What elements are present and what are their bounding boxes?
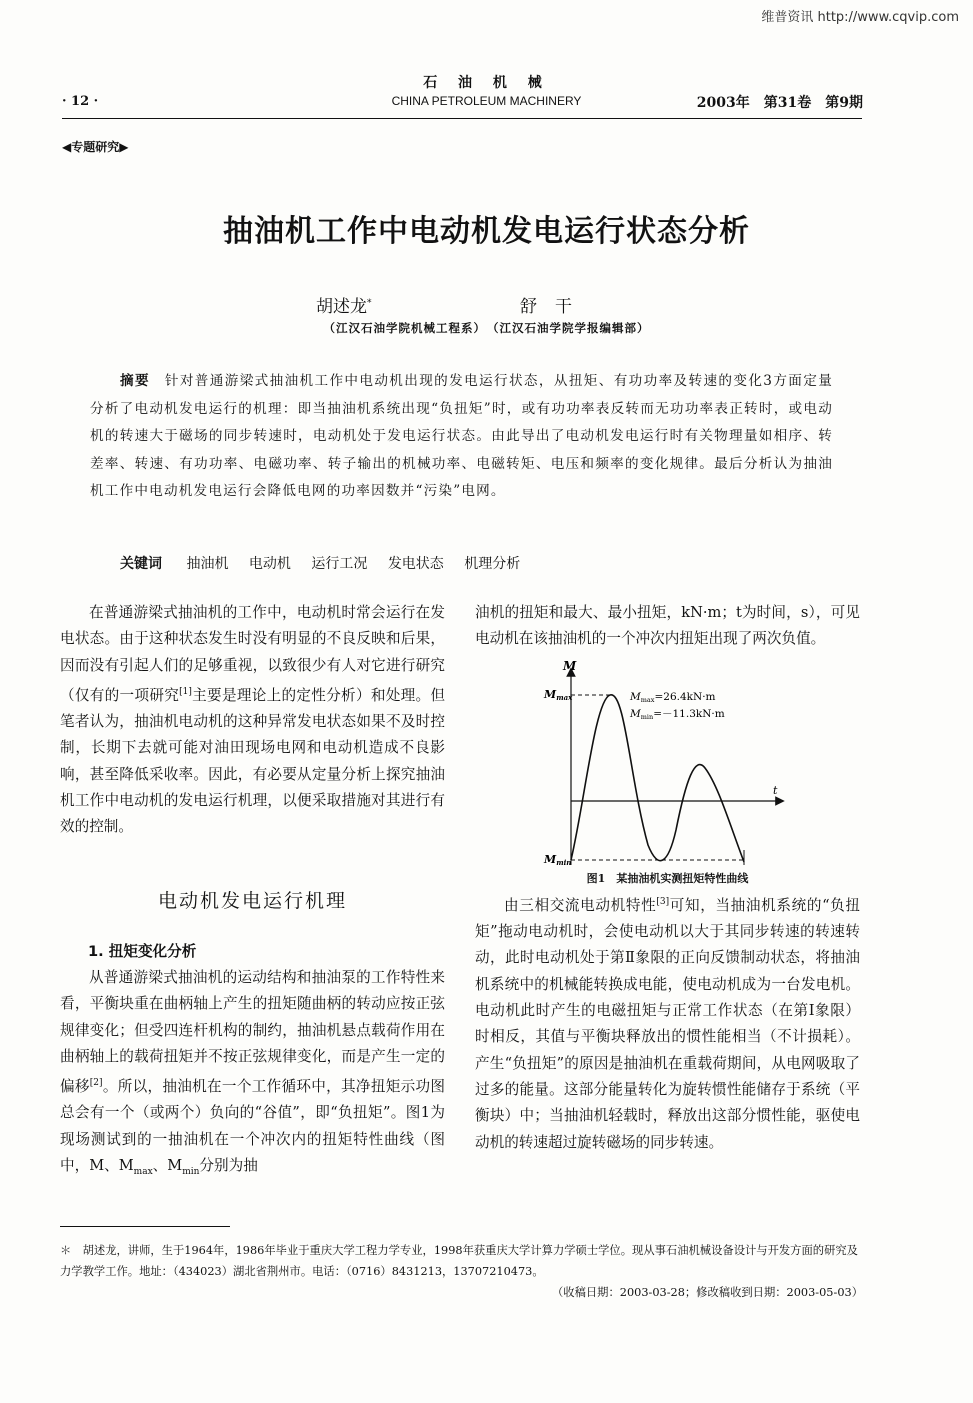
page-number: · 12 · [62,94,99,109]
mmax-label: Mmax [544,688,573,702]
sub-min: min [182,1166,200,1177]
intro-paragraph [60,600,445,841]
intro-text-a: 在普通游梁式抽油机的工作中，电动机时常会运行在发电状态。由于这种状态发生时没有明显的不良反映和后果，因而没有引起人们的足够重视，以致很少有人对它进行研究（仅有的一项研究 [60,604,445,704]
section-heading: 电动机发电运行机理 [157,890,347,912]
keyword: 抽油机 [186,556,229,572]
author-1-mark: * [367,298,372,309]
motor-paragraph [475,889,860,1156]
torque-paragraph [60,965,445,1185]
journal-name-cn: 石 油 机 械 [423,75,550,91]
paper-title: 抽油机工作中电动机发电运行状态分析 [223,214,750,249]
torque-text-a: 从普通游梁式抽油机的运动结构和抽油泵的工作特性来看，平衡块重在曲柄轴上产生的扭矩随曲柄的转动应按正弦规律变化；但受四连杆机构的制约，抽油机悬点载荷作用在曲柄轴上的载荷扭矩并不按正弦规律变化，而是产生一定的偏移 [60,969,445,1096]
torque-text-b: 。所以，抽油机在一个工作循环中，其净扭矩示功图总会有一个（或两个）负向的“谷值”，即“负扭矩”。图1为现场测试到的一抽油机在一个冲次内的扭矩特性曲线（图中，M、M [60,1078,445,1174]
watermark: 维普资讯 http://www.cqvip.com [761,10,959,25]
span-label-bg [622,863,692,865]
subsection-heading: 1. 扭矩变化分析 [88,943,197,960]
journal-name-en: CHINA PETROLEUM MACHINERY [391,94,582,108]
figure-caption: 图1 某抽油机实测扭矩特性曲线 [586,872,749,885]
mmin-annotation: Mmin=－11.3kN·m [630,708,725,721]
continued-paragraph: 油机的扭矩和最大、最小扭矩，kN·m；t为时间，s），可见电动机在该抽油机的一个冲次内扭矩出现了两次负值。 [475,604,860,648]
section-tag: ◀专题研究▶ [62,140,129,154]
author-1 [316,292,372,317]
keyword: 发电状态 [387,556,444,572]
footnote-rule [60,1226,230,1227]
header-rule [62,118,862,119]
right-column-top [475,600,860,653]
left-column-intro [60,600,445,841]
keyword: 电动机 [248,556,291,572]
issue-info: 2003年 第31卷 第9期 [696,95,863,111]
y-axis-label: M [563,660,577,673]
left-column-torque [60,965,445,1185]
received-dates: （收稿日期：2003-03-28；修改稿收到日期：2003-05-03） [551,1286,863,1299]
torque-text-c: 、M [152,1156,183,1174]
torque-curve-figure [530,660,830,865]
keywords-label: 关键词 [120,556,162,572]
right-column-bottom [475,889,860,1156]
keywords [120,553,536,573]
author-1-name: 胡述龙 [316,297,367,317]
affiliations: （江汉石油学院机械工程系） （江汉石油学院学报编辑部） [323,321,650,335]
mmin-label: Mmin [544,853,572,865]
abstract-label: 摘要 [120,373,150,389]
citation-3: [3] [656,897,670,907]
keyword: 机理分析 [464,556,521,572]
intro-text-b: 主要是理论上的定性分析）和处理。但笔者认为，抽油机电动机的这种异常发电状态如果不及时控制，长期下去就可能对油田现场电网和电动机造成不良影响，甚至降低采收率。因此，有必要从定量分析上探究抽油机工作中电动机的发电运行机理，以便采取措施对其进行有效的控制。 [60,686,445,836]
x-axis-label: t [773,784,778,797]
author-2: 舒干 [520,297,590,317]
citation-1: [1] [179,686,192,697]
mmax-annotation: Mmax=26.4kN·m [630,691,716,704]
motor-text-a: 由三相交流电动机特性 [504,896,657,914]
torque-text-d: 分别为抽 [199,1156,258,1174]
author-footnote: ＊ 胡述龙，讲师，生于1964年，1986年毕业于重庆大学工程力学专业，1998年获重庆大学计算力学硕士学位。现从事石油机械设备设计与开发方面的研究及力学教学工作。地址：（434023）湖北省荆州市。电话：（0716）8431213，13707210473。 [60,1244,858,1278]
sub-max: max [133,1166,153,1177]
keyword: 运行工况 [311,556,368,572]
abstract-text: 针对普通游梁式抽油机工作中电动机出现的发电运行状态，从扭矩、有功功率及转速的变化3方面定量分析了电动机发电运行的机理：即当抽油机系统出现“负扭矩”时，或有功功率表反转而无功功率表正转时，或电动机的转速大于磁场的同步转速时，电动机处于发电运行状态。由此导出了电动机发电运行时有关物理量如相序、转差率、转速、有功功率、电磁功率、转子输出的机械功率、电磁转矩、电压和频率的变化规律。最后分析认为抽油机工作中电动机发电运行会降低电网的功率因数并“污染”电网。 [90,373,833,500]
motor-text-b: 可知，当抽油机系统的“负扭矩”拖动电动机时，会使电动机以大于其同步转速的转速转动，此时电动机处于第Ⅱ象限的正向反馈制动状态，将抽油机系统中的机械能转换成电能，使电动机成为一台发电机。电动机此时产生的电磁扭矩与正常工作状态（在第Ⅰ象限）时相反，其值与平衡块释放出的惯性能相当（不计损耗）。产生“负扭矩”的原因是抽油机在重载荷期间，从电网吸取了过多的能量。这部分能量转化为旋转惯性能储存于系统（平衡块）中；当抽油机轻载时，释放出这部分惯性能，驱使电动机的转速超过旋转磁场的同步转速。 [475,896,860,1151]
abstract [90,368,833,506]
citation-2: [2] [89,1078,103,1089]
